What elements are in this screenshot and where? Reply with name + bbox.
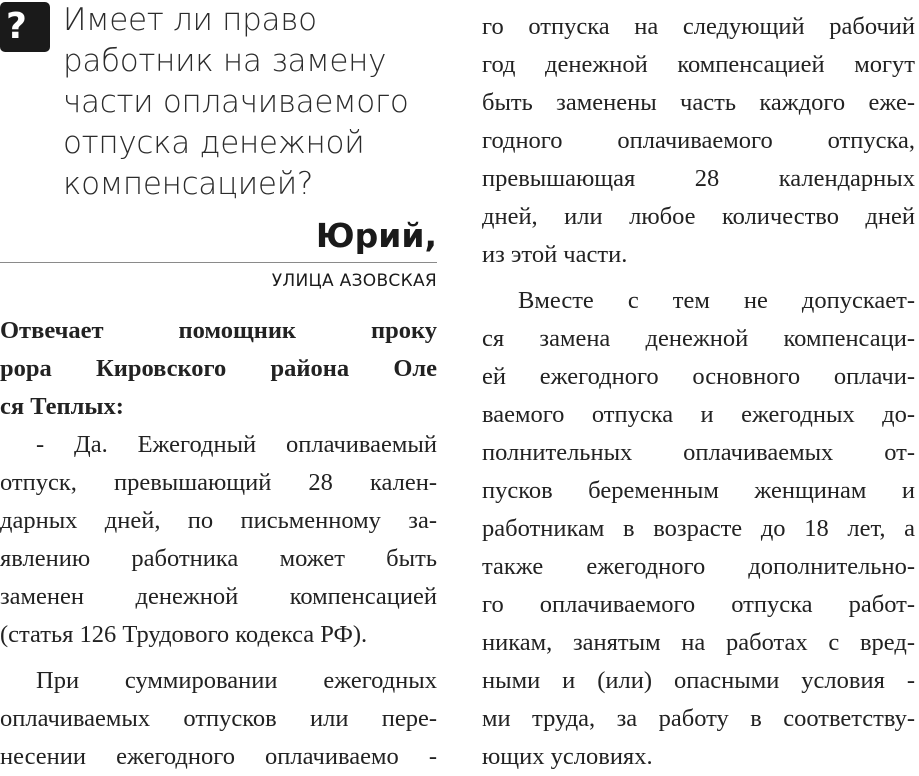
question-mark-badge: ? [0,2,50,52]
text-line: явлению работника может быть [0,545,437,572]
question-line: части оплачиваемого [63,84,409,120]
text-line: работникам в возрасте до 18 лет, а [482,515,915,542]
answer-header-line: Отвечает помощник проку [0,317,437,344]
text-line: ся замена денежной компенсаци- [482,325,915,352]
text-line: пусков беременным женщинам и [482,477,915,504]
text-line: никам, занятым на работах с вред- [482,629,915,656]
text-line: При суммировании ежегодных [36,667,437,694]
answer-header-line: рора Кировского района Олe [0,355,437,382]
text-line: дней, или любое количество дней [482,203,915,230]
right-column [482,8,915,776]
text-line: несении ежегодного оплачиваемо - [0,743,437,770]
text-line: полнительных оплачиваемых от- [482,439,915,466]
text-line: оплачиваемых отпусков или пере- [0,705,437,732]
text-line: также ежегодного дополнительно- [482,553,915,580]
text-line: го оплачиваемого отпуска работ- [482,591,915,618]
question-heading [63,0,443,205]
divider-line [0,262,437,263]
text-line: отпуск, превышающий 28 кален- [0,469,437,496]
author-name: Юрий, [315,216,437,255]
question-line: отпуска денежной [63,125,365,161]
question-line: работник на замену [63,43,387,79]
text-line: ми труда, за работу в соответству- [482,705,915,732]
paragraph-gap [0,654,437,662]
text-line: годного оплачиваемого отпуска, [482,127,915,154]
text-line: го отпуска на следующий рабочий [482,13,915,40]
text-line: ными и (или) опасными условия - [482,667,915,694]
text-line: из этой части. [482,241,628,268]
question-line: Имеет ли право [63,2,317,38]
left-column [0,312,437,776]
text-line: быть заменены часть каждого еже- [482,89,915,116]
answer-header-line: ся Теплых: [0,393,124,420]
text-line: ющих условиях. [482,743,653,770]
text-line: заменен денежной компенсацией [0,583,437,610]
text-line: превышающая 28 календарных [482,165,915,192]
text-line: - Да. Ежегодный оплачиваемый [36,431,437,458]
question-line: компенсацией? [63,166,313,202]
text-line: (статья 126 Трудового кодекса РФ). [0,621,368,648]
text-line: ей ежегодного основного оплачи- [482,363,915,390]
text-line: ваемого отпуска и ежегодных до- [482,401,915,428]
text-line: дарных дней, по письменному за- [0,507,437,534]
text-line: год денежной компенсацией могут [482,51,915,78]
text-line: Вместе с тем не допускает- [518,287,915,314]
paragraph-gap [482,274,915,282]
author-street: УЛИЦА АЗОВСКАЯ [271,271,437,291]
